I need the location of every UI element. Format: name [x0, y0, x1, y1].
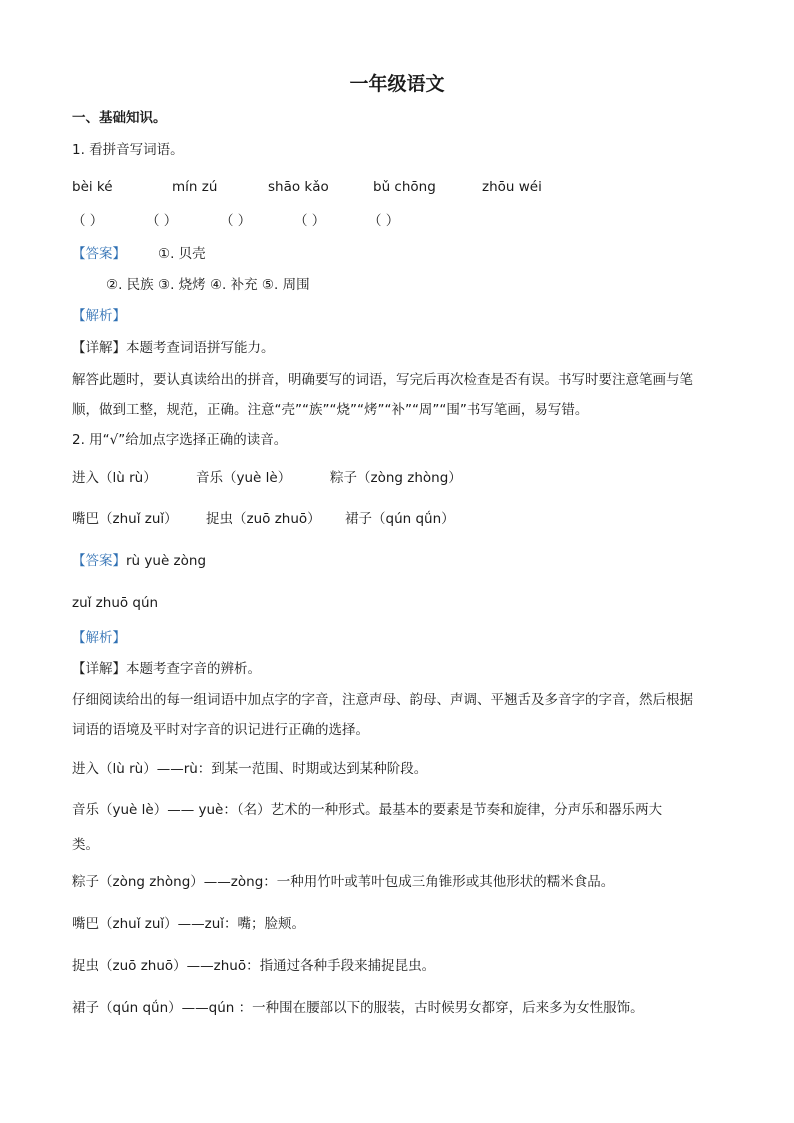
detail-line: [72, 338, 275, 358]
analysis-tag: 【解析】: [72, 308, 126, 324]
question-1-stem: 1. 看拼音写词语。: [72, 142, 184, 158]
option-group: 粽子（zòng zhòng）: [330, 470, 462, 486]
blank-1: （ ）: [72, 213, 104, 229]
option-group: 捉虫（zuō zhuō）: [206, 511, 321, 527]
blank-5: （ ）: [368, 213, 400, 229]
explanation-item: 捉虫（zuō zhuō）——zhuō：指通过各种手段来捕捉昆虫。: [72, 958, 436, 974]
explanation-line: 顺，做到工整，规范，正确。注意“壳”“族”“烧”“烤”“补”“周”“围”书写笔画，易写错。: [72, 402, 589, 418]
section-heading: 一、基础知识。: [72, 110, 167, 126]
explanation-line: 解答此题时，要认真读给出的拼音，明确要写的词语，写完后再次检查是否有误。书写时要注意笔画与笔: [72, 372, 693, 388]
answer-tag: 【答案】: [72, 246, 126, 262]
explanation-item: 粽子（zòng zhòng）——zòng：一种用竹叶或苇叶包成三角锥形或其他形状的糯米食品。: [72, 874, 615, 890]
blank-4: （ ）: [294, 213, 326, 229]
explanation-item: 进入（lù rù）——rù：到某一范围、时期或达到某种阶段。: [72, 761, 428, 777]
answer-line: ②. 民族 ③. 烧烤 ④. 补充 ⑤. 周围: [106, 277, 310, 293]
option-group: 裙子（qún qǘn）: [345, 511, 455, 527]
pinyin-1: bèi ké: [72, 179, 113, 195]
explanation-item: 裙子（qún qǘn）——qún ：一种围在腰部以下的服装，古时候男女都穿，后来多为女性服饰。: [72, 1000, 644, 1016]
answer-tag: 【答案】: [72, 553, 126, 569]
blank-3: （ ）: [220, 213, 252, 229]
pinyin-4: bǔ chōng: [373, 179, 436, 195]
page-title: 一年级语文: [349, 73, 445, 95]
pinyin-5: zhōu wéi: [482, 179, 542, 195]
detail-text: 本题考查词语拼写能力。: [126, 340, 275, 356]
option-group: 进入（lù rù）: [72, 470, 157, 486]
question-2-stem: 2. 用“√”给加点字选择正确的读音。: [72, 432, 288, 448]
answer-line: zuǐ zhuō qún: [72, 595, 159, 611]
blank-2: （ ）: [146, 213, 178, 229]
option-group: 音乐（yuè lè）: [196, 470, 292, 486]
detail-tag: 【详解】: [72, 340, 126, 356]
detail-tag: 【详解】: [72, 661, 126, 677]
explanation-line: 仔细阅读给出的每一组词语中加点字的字音，注意声母、韵母、声调、平翘舌及多音字的字音，然后根据: [72, 692, 693, 708]
explanation-line: 词语的语境及平时对字音的识记进行正确的选择。: [72, 722, 369, 738]
option-group: 嘴巴（zhuǐ zuǐ）: [72, 511, 178, 527]
detail-text: 本题考查字音的辨析。: [126, 661, 261, 677]
pinyin-3: shāo kǎo: [268, 179, 329, 195]
answer-line: [72, 551, 206, 571]
answer-text: rù yuè zòng: [126, 553, 207, 569]
analysis-tag: 【解析】: [72, 630, 126, 646]
explanation-item: 音乐（yuè lè）—— yuè：（名）艺术的一种形式。最基本的要素是节奏和旋律，分声乐和器乐两大: [72, 802, 663, 818]
explanation-item: 类。: [72, 837, 99, 853]
answer-line: ①. 贝壳: [158, 246, 206, 262]
detail-line: [72, 659, 261, 679]
pinyin-2: mín zú: [172, 179, 218, 195]
explanation-item: 嘴巴（zhuǐ zuǐ）——zuǐ：嘴；脸颊。: [72, 916, 306, 932]
